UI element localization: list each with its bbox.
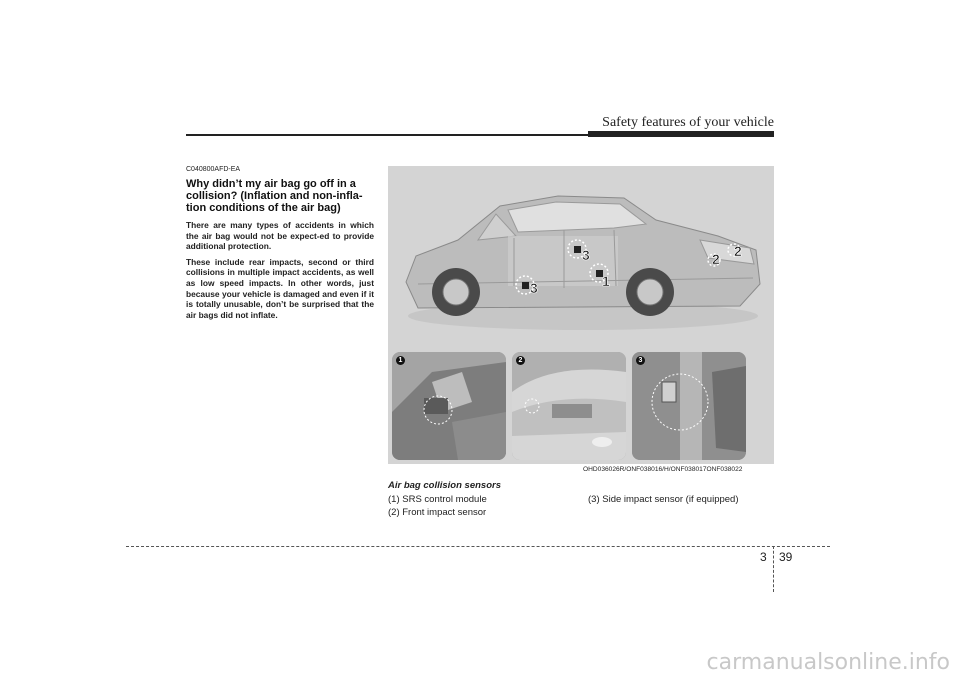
footer-divider xyxy=(773,546,774,592)
left-column xyxy=(186,166,374,325)
caption-title: Air bag collision sensors xyxy=(388,480,501,491)
figure-code: OHD036026R/ONF038016/H/ONF038017ONF038022 xyxy=(583,466,743,473)
callout-3a: 3 xyxy=(582,247,590,263)
section-heading: Why didn’t my air bag go off in a collision? (Inflation and non-infla-tion conditions of the air bag) xyxy=(186,178,363,214)
inset-srs-module xyxy=(392,352,506,460)
inset-badge-1: 1 xyxy=(396,356,405,365)
section-code: C040800AFD-EA xyxy=(186,166,241,173)
inset-front-sensor xyxy=(512,352,626,460)
callout-1: 1 xyxy=(602,273,610,289)
callout-3b: 3 xyxy=(530,280,538,296)
header-rule-accent xyxy=(588,131,774,137)
inset-badge-2: 2 xyxy=(516,356,525,365)
car-illustration xyxy=(388,166,774,350)
inset-badge-3: 3 xyxy=(636,356,645,365)
footer-rule xyxy=(126,546,830,547)
airbag-sensor-figure xyxy=(388,166,774,464)
callout-2a: 2 xyxy=(712,251,720,267)
footer-page-number: 39 xyxy=(779,550,793,564)
inset-side-sensor xyxy=(632,352,746,460)
callout-2b: 2 xyxy=(734,243,742,259)
watermark: carmanualsonline.info xyxy=(706,650,950,675)
caption-item-2: (2) Front impact sensor xyxy=(388,507,487,518)
caption-item-3: (3) Side impact sensor (if equipped) xyxy=(588,494,739,505)
header-section-title: Safety features of your vehicle xyxy=(602,115,774,130)
caption-item-1: (1) SRS control module xyxy=(388,494,487,505)
paragraph-2: These include rear impacts, second or third collisions in multiple impact accidents, as well as low speed impacts. In other words, just because your vehicle is damaged and even if it is totally unusable, don’t be surprised that the air bags did not inflate. xyxy=(186,256,374,320)
footer-section-number: 3 xyxy=(760,550,767,564)
paragraph-1: There are many types of accidents in which the air bag would not be expect-ed to provide additional protection. xyxy=(186,220,374,252)
